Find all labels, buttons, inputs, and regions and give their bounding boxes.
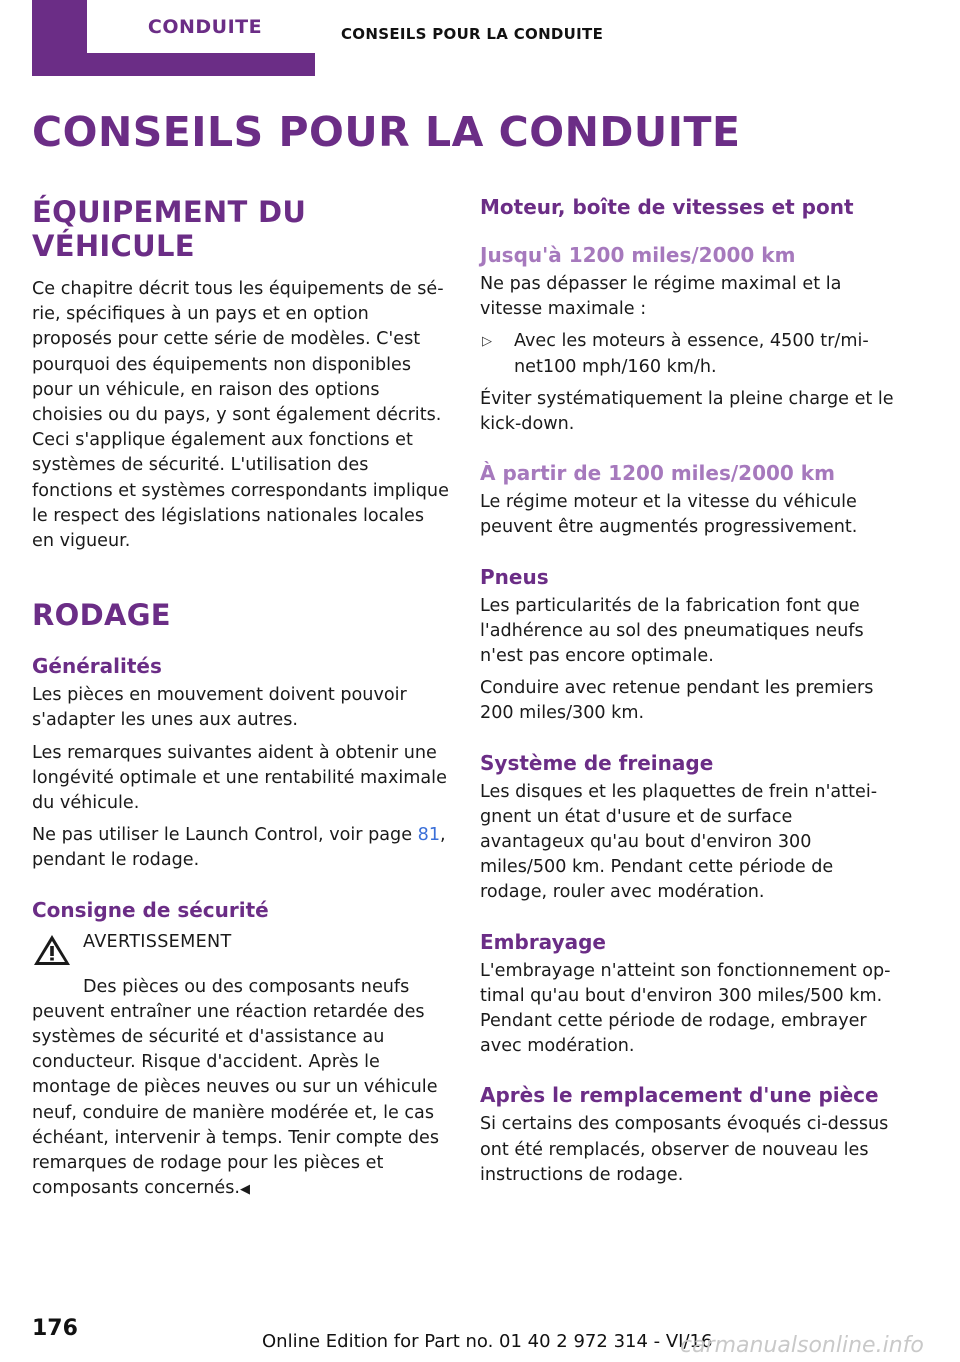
bullet-arrow-icon: ▷ bbox=[482, 334, 492, 350]
jusqua-bullet-list bbox=[480, 329, 900, 379]
watermark: carmanualsonline.info bbox=[680, 1333, 924, 1358]
embrayage-heading: Embrayage bbox=[480, 929, 606, 954]
pneus-paragraph-2: Conduire avec retenue pendant les premiers 200 miles/300 km. bbox=[480, 678, 874, 724]
equipment-heading: ÉQUIPEMENT DU VÉHICULE bbox=[32, 195, 307, 263]
freinage-heading: Système de freinage bbox=[480, 750, 714, 775]
generalites-heading: Généralités bbox=[32, 654, 162, 679]
page-81-link[interactable]: 81 bbox=[417, 825, 441, 846]
freinage-text: Les disques et les plaquettes de frein n'atteignent un état d'usure et de surface avantageux qu'au bout d'environ 300 miles/500 km. Pendant cette période de rodage, rouler avec modération. bbox=[480, 781, 878, 903]
equipment-text: Ce chapitre décrit tous les équipements de série, spécifiques à un pays et en option proposés pour cette série de modèles. C'est pourquoi des équipements non disponibles pour un véhicule, en raison des options choisies ou du pays, y sont également décrits. Ceci s'applique également aux fonctions et systèmes de sécurité. L'utilisation des fonctions et systèmes correspondants implique le respect des législations nationales locales en vigueur. bbox=[32, 279, 449, 552]
jusqua-heading: Jusqu'à 1200 miles/2000 km bbox=[480, 243, 796, 267]
launch-text-after: , pendant le rodage. bbox=[32, 825, 446, 871]
warning-text-paragraph bbox=[32, 975, 450, 1203]
warning-block bbox=[32, 930, 450, 968]
chapter-tab[interactable] bbox=[32, 0, 315, 76]
left-column bbox=[32, 195, 450, 1202]
apartir-heading: À partir de 1200 miles/2000 km bbox=[480, 461, 835, 486]
launch-control-paragraph bbox=[32, 823, 450, 873]
bullet-text: Avec les moteurs à essence, 4500 tr/minet100 mph/160 km/h. bbox=[514, 331, 869, 377]
warning-triangle-icon bbox=[32, 932, 72, 968]
warning-end-mark: ◀ bbox=[240, 1182, 251, 1198]
pneus-heading: Pneus bbox=[480, 564, 549, 589]
embrayage-text: L'embrayage n'atteint son fonctionnement optimal qu'au bout d'environ 300 miles/500 km. Pendant cette période de rodage, embrayer avec modération. bbox=[480, 960, 891, 1057]
generalites-paragraph-2: Les remarques suivantes aident à obtenir une longévité optimale et une rentabilité maximale du véhicule. bbox=[32, 742, 447, 814]
breadcrumb: CONSEILS POUR LA CONDUITE bbox=[341, 25, 604, 43]
apres-remplacement-heading: Après le remplacement d'une pièce bbox=[480, 1083, 879, 1108]
list-item bbox=[480, 329, 900, 379]
warning-title: AVERTISSEMENT bbox=[83, 931, 232, 952]
warning-text: Des pièces ou des composants neufs peuvent entraîner une réaction retardée des systèmes de sécurité et d'assistance au conducteur. Risque d'accident. Après le montage de pièces neuves ou sur un véhicule neuf, conduire de manière modérée et, le cas échéant, intervenir à temps. Tenir compte des remarques de rodage pour les pièces et composants concernés. bbox=[32, 976, 440, 1199]
jusqua-text: Ne pas dépasser le régime maximal et la vitesse maximale : bbox=[480, 274, 842, 320]
pneus-paragraph-1: Les particularités de la fabrication font que l'adhérence au sol des pneumatiques neufs n'est pas encore optimale. bbox=[480, 595, 864, 667]
generalites-paragraph-1: Les pièces en mouvement doivent pouvoir s'adapter les unes aux autres. bbox=[32, 685, 407, 731]
apres-remplacement-text: Si certains des composants évoqués ci-dessus ont été remplacés, observer de nouveau les instructions de rodage. bbox=[480, 1114, 889, 1185]
apartir-text: Le régime moteur et la vitesse du véhicule peuvent être augmentés progressivement. bbox=[480, 492, 858, 538]
page-title: CONSEILS POUR LA CONDUITE bbox=[32, 108, 741, 156]
page-number: 176 bbox=[32, 1316, 78, 1341]
edition-footer: Online Edition for Part no. 01 40 2 972 314 - VI/16 bbox=[262, 1331, 713, 1352]
rodage-heading: RODAGE bbox=[32, 598, 171, 633]
moteur-heading: Moteur, boîte de vitesses et pont bbox=[480, 195, 854, 219]
right-column bbox=[480, 195, 900, 1188]
launch-text-before: Ne pas utiliser le Launch Control, voir page bbox=[32, 825, 418, 846]
chapter-tab-label: CONDUITE bbox=[87, 0, 323, 53]
consigne-securite-heading: Consigne de sécurité bbox=[32, 897, 269, 922]
eviter-text: Éviter systématiquement la pleine charge et le kick-down. bbox=[480, 388, 894, 435]
